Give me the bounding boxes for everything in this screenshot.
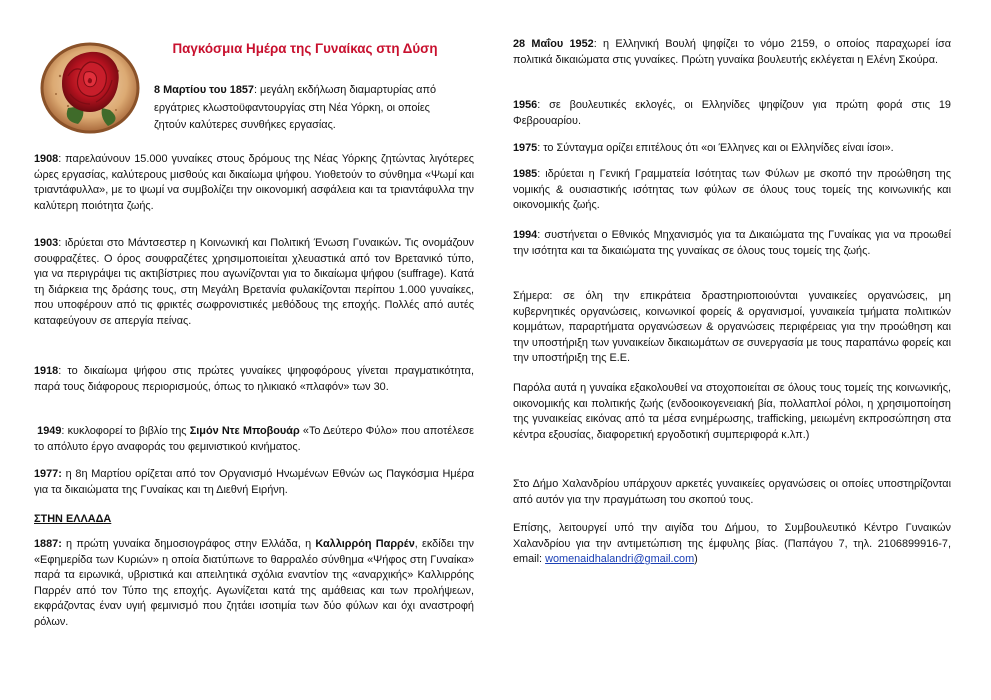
text-1903-dot: . xyxy=(398,237,402,249)
year-1903: 1903 xyxy=(34,237,59,249)
text-center-close: ) xyxy=(694,553,698,566)
year-1949: 1949 xyxy=(37,425,62,437)
paragraph-however: Παρόλα αυτά η γυναίκα εξακολουθεί να στοχοποιείται σε όλους τους τομείς της κοινωνικής, οικονομικής και πολιτικής ζωής (ενδοοικογενειακή βία, πολλαπλοί ρόλοι, η χρησιμοποίηση της γυναικείας εικόνας από τα μέσα ενημέρωσης, trafficking, μειωμένη εκπροσώπηση στα κέντρα εξουσίας, διαφορετική εργοδοτική συμπεριφορά κ.λπ.) xyxy=(513,382,951,441)
year-1887: 1887: xyxy=(34,538,62,550)
year-1956: 1956 xyxy=(513,99,538,111)
text-1952: : η Ελληνική Βουλή ψηφίζει το νόμο 2159, ο οποίος παραχωρεί ίσα πολιτικά δικαιώματα στις γυναίκες. Πρώτη γυναίκα βουλευτής εκλέγεται η Ελένη Σκούρα. xyxy=(513,38,951,66)
paragraph-center xyxy=(513,521,951,568)
paragraph-1918 xyxy=(34,364,474,395)
email-link[interactable]: womenaidhalandri@gmail.com xyxy=(545,553,695,566)
paragraph-1975 xyxy=(513,141,951,157)
paragraph-today: Σήμερα: σε όλη την επικράτεια δραστηριοποιούνται γυναικείες οργανώσεις, μη κυβερνητικές οργανώσεις, κοινωνικοί φορείς & οργανισμοί, γυναικεία τμήματα πολιτικών κομμάτων, παραρτήματα οργανώσεων & οργανώσεις περιφέρειας για την προώθηση και την υποστήριξη των γυναικείων δικαιωμάτων σε συνεργασία με τους παραπάνω φορείς και την υποστήριξη της Ε.Ε. xyxy=(513,290,951,365)
paragraph-1956 xyxy=(513,98,951,129)
intro-paragraph xyxy=(154,82,454,135)
text-1956: : σε βουλευτικές εκλογές, οι Ελληνίδες ψηφίζουν για πρώτη φορά στις 19 Φεβρουαρίου. xyxy=(513,99,951,127)
text-1918: : το δικαίωμα ψήφου στις πρώτες γυναίκες ψηφοφόρους γίνεται πραγματικότητα, παρά τους διάφορους περιορισμούς, όπως το ηλικιακό «πλαφόν» των 30. xyxy=(34,365,474,393)
author-name: Σιμόν Ντε Μποβουάρ xyxy=(189,425,300,437)
parren-name: Καλλιρρόη Παρρέν xyxy=(315,538,415,550)
text-1887-a: η πρώτη γυναίκα δημοσιογράφος στην Ελλάδα, η xyxy=(61,538,316,550)
text-1985: : ιδρύεται η Γενική Γραμματεία Ισότητας των Φύλων με σκοπό την προώθηση της νομικής & ουσιαστικής ισότητας των φύλων σε όλους τους τομείς της κοινωνικής και οικονομικής ζωής. xyxy=(513,168,951,212)
text-1949-a: : κυκλοφορεί το βιβλίο της xyxy=(61,425,190,437)
paragraph-1985 xyxy=(513,167,951,214)
text-1908: : παρελαύνουν 15.000 γυναίκες στους δρόμους της Νέας Υόρκης ζητώντας λιγότερες ώρες εργασίας, καλύτερους μισθούς και δικαίωμα ψήφου. Υιοθετούν το σύνθημα «Ψωμί και τριαντάφυλλα», με το ψωμί να συμβολίζει την οικονομική ασφάλεια και τα τριαντάφυλλα την καλύτερη ποιότητα ζωής. xyxy=(34,153,474,212)
intro-date: 8 Μαρτίου του 1857 xyxy=(154,84,254,96)
text-1903-a: : ιδρύεται στο Μάντσεστερ η Κοινωνική και Πολιτική Ένωση Γυναικών xyxy=(58,237,399,249)
paragraph-1949 xyxy=(34,424,474,455)
year-1977: 1977: xyxy=(34,468,62,480)
paragraph-1903 xyxy=(34,236,474,330)
text-1994: : συστήνεται ο Εθνικός Μηχανισμός για τα Δικαιώματα της Γυναίκας για να προωθεί την ισότητα και τα δικαιώματα της γυναίκας σε όλους τους τομείς της ζωής. xyxy=(513,229,951,257)
paragraph-1952 xyxy=(513,37,951,68)
page-title: Παγκόσμια Ημέρα της Γυναίκας στη Δύση xyxy=(172,41,438,56)
paragraph-1977 xyxy=(34,467,474,498)
year-1994: 1994 xyxy=(513,229,538,241)
text-1977: η 8η Μαρτίου ορίζεται από τον Οργανισμό Ηνωμένων Εθνών ως Παγκόσμια Ημέρα για τα δικαιώματα της Γυναίκας και τη Διεθνή Ειρήνη. xyxy=(34,468,474,496)
greece-heading: ΣΤΗΝ ΕΛΛΑΔΑ xyxy=(34,513,112,525)
paragraph-1994 xyxy=(513,228,951,259)
text-1903-b: Τις ονομάζουν σουφραζέτες. Ο όρος σουφραζέτες χρησιμοποιείται χλευαστικά από τον Βρετανικό τύπο, για να περιγράψει τις ακτιβίστριες που αγωνίζονται για το δικαίωμα ψήφου (suffrage). Κατά τη διάρκεια της δράσης τους, στη Μεγάλη Βρετανία φυλακίζονται περίπου 1.000 γυναίκες, που υποφέρουν από τις φρικτές σωφρονιστικές μεθόδους της εποχής. Πολλές από αυτές καταφεύγουν σε απεργία πείνας. xyxy=(34,237,474,327)
text-1887-b: , εκδίδει την «Εφημερίδα των Κυριών» η οποία διατύπωνε το θαρραλέο σύνθημα «Ψήφος στη Γυναίκα» παρά τα ειρωνικά, υβριστικά και απειλητικά σχόλια εναντίον της «αναρχικής» Καλλιρρόης Παρρέν από τον Τύπο της εποχής. Αγωνίζεται κατά της αμάθειας και των προλήψεων, εκφράζοντας έναν υγιή φεμινισμό που ζητάει ισοτιμία των δύο φύλων και όχι αναστροφή ρόλων. xyxy=(34,538,474,628)
year-1985: 1985 xyxy=(513,168,538,180)
year-1975: 1975 xyxy=(513,142,538,154)
text-1949-b: «Το Δεύτερο Φύλο» που αποτέλεσε το απόλυτο έργο αναφοράς του φεμινιστικού κινήματος. xyxy=(34,425,475,453)
text-center: Επίσης, λειτουργεί υπό την αιγίδα του Δήμου, το Συμβουλευτικό Κέντρο Γυναικών Χαλανδρίου για την αντιμετώπιση της έμφυλης βίας. (Παπάγου 7, τηλ. 2106899916-7, email: xyxy=(513,522,951,566)
year-1952: 28 Μαΐου 1952 xyxy=(513,38,594,50)
text-1975: : το Σύνταγμα ορίζει επιτέλους ότι «οι Έλληνες και οι Ελληνίδες είναι ίσοι». xyxy=(537,142,894,154)
intro-text: : μεγάλη εκδήλωση διαμαρτυρίας από εργάτριες κλωστοϋφαντουργίας στη Νέα Υόρκη, οι οποίες ζητούν καλύτερες συνθήκες εργασίας. xyxy=(154,84,437,131)
year-1918: 1918 xyxy=(34,365,59,377)
paragraph-halandri: Στο Δήμο Χαλανδρίου υπάρχουν αρκετές γυναικείες οργανώσεις οι οποίες υποστηρίζονται από αυτόν για την πραγμάτωση του σκοπού τους. xyxy=(513,478,951,506)
bread-and-rose-icon xyxy=(38,36,142,136)
paragraph-1908 xyxy=(34,152,474,214)
paragraph-1887 xyxy=(34,537,474,631)
year-1908: 1908 xyxy=(34,153,59,165)
